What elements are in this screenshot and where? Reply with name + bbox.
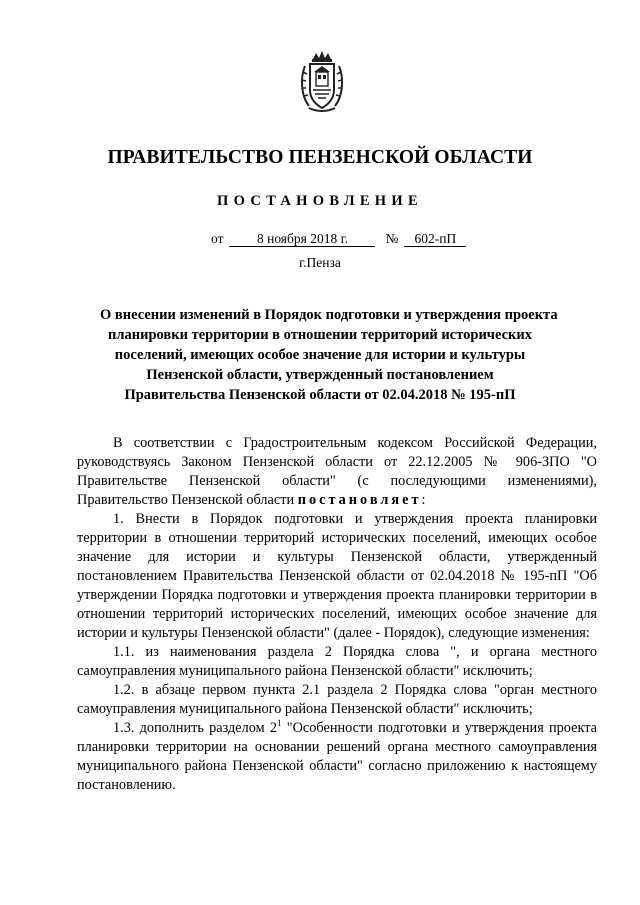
paragraph-item-1-1: 1.1. из наименования раздела 2 Порядка слова ", и органа местного самоуправления муниципального района Пензенской области" исключить;: [77, 644, 597, 679]
document-number: 602-пП: [404, 231, 466, 247]
item-1-3-start: 1.3. дополнить разделом 2: [113, 720, 278, 736]
document-body: [77, 434, 597, 795]
preamble-end: :: [421, 492, 426, 508]
city: г.Пенза: [299, 255, 341, 270]
title-line: планировки территории в отношении территорий исторических: [108, 327, 532, 343]
paragraph-item-1: 1. Внести в Порядок подготовки и утверждения проекта планировки территории в отношении территорий исторических поселений, имеющих особое значение для истории и культуры Пензенской области, утвержденный постановлением Правительства Пензенской области от 02.04.2018 № 195-пП "Об утверждении Порядка подготовки и утверждения проекта планировки территории в отношении территорий исторических поселений, имеющих особое значение для истории и культуры Пензенской области" (далее - Порядок), следующие изменения:: [77, 511, 597, 641]
paragraph-item-1-2: 1.2. в абзаце первом пункта 2.1 раздела 2 Порядка слова "орган местного самоуправления муниципального района Пензенской области" исключить;: [77, 682, 597, 717]
decree-word: постановляет: [297, 492, 422, 508]
date-number-line: [211, 231, 466, 247]
title-line: поселений, имеющих особое значение для истории и культуры: [114, 347, 526, 363]
document-title: [100, 305, 558, 405]
paragraph-item-1-3: [77, 719, 597, 795]
title-line: О внесении изменений в Порядок подготовки и утверждения проекта: [100, 307, 558, 323]
number-sign: №: [385, 231, 399, 246]
coat-of-arms-emblem: [297, 50, 347, 114]
paragraph-preamble: [77, 434, 597, 510]
date-prefix: от: [211, 231, 224, 246]
title-line: Пензенской области, утвержденный постановлением: [146, 367, 494, 383]
item-1-3-rest: "Особенности подготовки и утверждения проекта планировки территории на основании решений органа местного самоуправления муниципального района Пензенской области" согласно приложению к настоящему постановлению.: [77, 720, 597, 793]
document-type: ПОСТАНОВЛЕНИЕ: [217, 193, 423, 209]
title-line: Правительства Пензенской области от 02.04.2018 № 195-пП: [124, 387, 516, 403]
organization-title: ПРАВИТЕЛЬСТВО ПЕНЗЕНСКОЙ ОБЛАСТИ: [107, 147, 533, 168]
preamble-text: В соответствии с Градостроительным кодексом Российской Федерации, руководствуясь Законом Пензенской области от 22.12.2005 № 906-ЗПО "О Правительстве Пензенской области" (с последующими изменениями), Правительство Пензенской области: [77, 435, 597, 508]
section-superscript: 1: [277, 718, 282, 729]
document-date: 8 ноября 2018 г.: [229, 231, 375, 247]
